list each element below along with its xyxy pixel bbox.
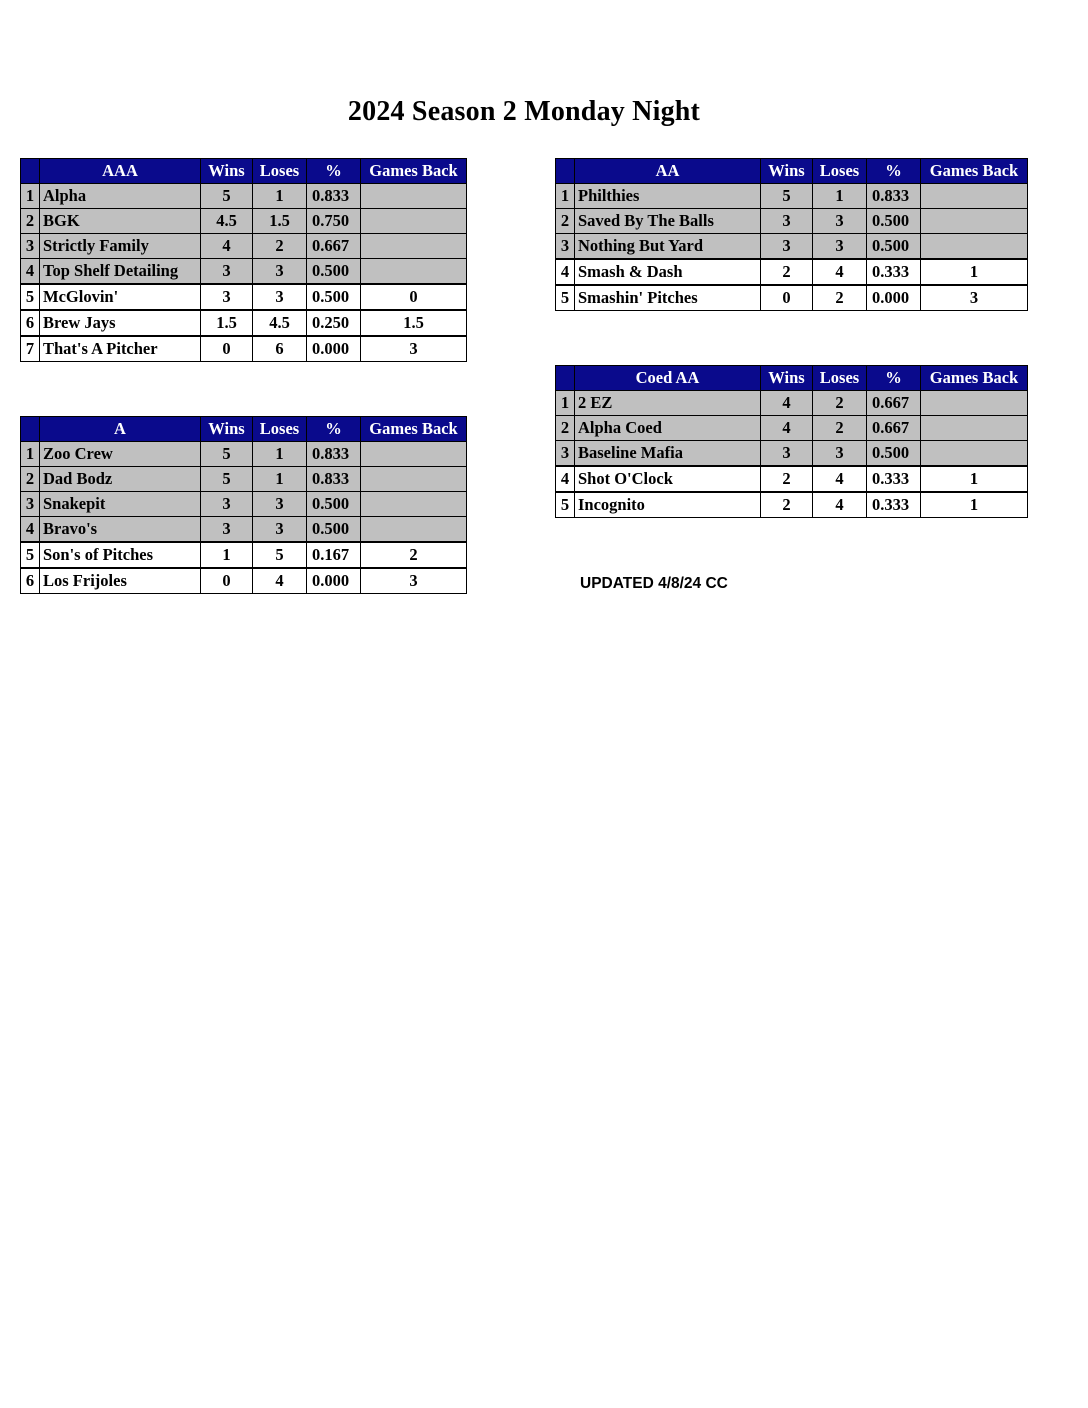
games-back-cell [921, 184, 1028, 209]
team-name-cell: Shot O'Clock [575, 466, 761, 492]
games-back-cell: 3 [361, 568, 467, 594]
games-back-cell [361, 259, 467, 285]
pct-cell: 0.500 [867, 209, 921, 234]
rank-cell: 1 [21, 184, 40, 209]
wins-cell: 5 [201, 184, 253, 209]
rank-header [21, 159, 40, 184]
loses-cell: 2 [813, 391, 867, 416]
games-back-cell [361, 184, 467, 209]
team-name-cell: 2 EZ [575, 391, 761, 416]
rank-cell: 5 [556, 492, 575, 518]
wins-cell: 3 [201, 517, 253, 543]
games-back-header: Games Back [921, 366, 1028, 391]
team-name-cell: Dad Bodz [40, 467, 201, 492]
standings-table-coed-aa [555, 365, 1028, 518]
pct-cell: 0.333 [867, 466, 921, 492]
table-row [556, 234, 1028, 260]
wins-header: Wins [761, 366, 813, 391]
team-name-cell: Los Frijoles [40, 568, 201, 594]
division-header: A [40, 417, 201, 442]
table-header-row [21, 159, 467, 184]
standings-table-aa [555, 158, 1028, 311]
loses-cell: 3 [253, 492, 307, 517]
rank-cell: 2 [21, 467, 40, 492]
rank-cell: 3 [21, 492, 40, 517]
table-row [21, 568, 467, 594]
rank-cell: 4 [556, 259, 575, 285]
pct-cell: 0.333 [867, 259, 921, 285]
rank-cell: 1 [21, 442, 40, 467]
rank-cell: 2 [556, 416, 575, 441]
rank-cell: 2 [556, 209, 575, 234]
rank-cell: 2 [21, 209, 40, 234]
wins-header: Wins [201, 417, 253, 442]
loses-cell: 6 [253, 336, 307, 362]
wins-cell: 1 [201, 542, 253, 568]
loses-cell: 1 [253, 467, 307, 492]
loses-cell: 3 [253, 259, 307, 285]
rank-cell: 1 [556, 184, 575, 209]
table-row [21, 184, 467, 209]
games-back-cell: 1 [921, 492, 1028, 518]
loses-header: Loses [253, 417, 307, 442]
pct-header: % [867, 366, 921, 391]
pct-cell: 0.000 [307, 568, 361, 594]
pct-cell: 0.500 [867, 234, 921, 260]
pct-cell: 0.667 [867, 416, 921, 441]
rank-cell: 4 [21, 259, 40, 285]
loses-cell: 4 [813, 259, 867, 285]
rank-cell: 4 [556, 466, 575, 492]
division-header: AAA [40, 159, 201, 184]
table-row [556, 466, 1028, 492]
wins-cell: 5 [201, 467, 253, 492]
loses-cell: 4 [813, 492, 867, 518]
loses-cell: 2 [813, 416, 867, 441]
updated-note: UPDATED 4/8/24 CC [580, 575, 728, 592]
pct-cell: 0.333 [867, 492, 921, 518]
games-back-cell [921, 416, 1028, 441]
rank-cell: 3 [556, 441, 575, 467]
loses-cell: 4 [813, 466, 867, 492]
table-row [556, 441, 1028, 467]
rank-cell: 5 [21, 542, 40, 568]
team-name-cell: BGK [40, 209, 201, 234]
loses-cell: 3 [253, 284, 307, 310]
team-name-cell: Saved By The Balls [575, 209, 761, 234]
standings-table-a [20, 416, 467, 594]
rank-cell: 5 [21, 284, 40, 310]
wins-cell: 2 [761, 466, 813, 492]
table-row [21, 467, 467, 492]
rank-header [21, 417, 40, 442]
standings-table-aaa [20, 158, 467, 362]
table-row [21, 442, 467, 467]
rank-cell: 1 [556, 391, 575, 416]
games-back-cell [921, 391, 1028, 416]
loses-cell: 3 [813, 209, 867, 234]
pct-cell: 0.000 [307, 336, 361, 362]
loses-cell: 1 [253, 184, 307, 209]
pct-cell: 0.667 [307, 234, 361, 259]
loses-header: Loses [813, 366, 867, 391]
games-back-cell [361, 209, 467, 234]
wins-cell: 0 [201, 568, 253, 594]
wins-cell: 0 [761, 285, 813, 311]
pct-cell: 0.500 [307, 259, 361, 285]
games-back-cell [361, 442, 467, 467]
wins-header: Wins [201, 159, 253, 184]
wins-cell: 5 [761, 184, 813, 209]
team-name-cell: Smashin' Pitches [575, 285, 761, 311]
division-header: AA [575, 159, 761, 184]
wins-cell: 3 [761, 441, 813, 467]
team-name-cell: Alpha [40, 184, 201, 209]
team-name-cell: Philthies [575, 184, 761, 209]
pct-cell: 0.750 [307, 209, 361, 234]
table-row [556, 416, 1028, 441]
games-back-cell: 0 [361, 284, 467, 310]
games-back-header: Games Back [361, 417, 467, 442]
games-back-cell: 2 [361, 542, 467, 568]
pct-cell: 0.833 [307, 467, 361, 492]
table-row [21, 259, 467, 285]
table-row [556, 285, 1028, 311]
table-header-row [556, 159, 1028, 184]
pct-cell: 0.833 [867, 184, 921, 209]
pct-header: % [307, 159, 361, 184]
table-row [21, 209, 467, 234]
division-header: Coed AA [575, 366, 761, 391]
table-row [21, 234, 467, 259]
loses-cell: 5 [253, 542, 307, 568]
team-name-cell: Alpha Coed [575, 416, 761, 441]
wins-cell: 5 [201, 442, 253, 467]
rank-cell: 3 [21, 234, 40, 259]
wins-cell: 3 [761, 209, 813, 234]
table-row [21, 542, 467, 568]
pct-header: % [867, 159, 921, 184]
team-name-cell: Zoo Crew [40, 442, 201, 467]
table-row [556, 391, 1028, 416]
loses-header: Loses [813, 159, 867, 184]
games-back-cell [921, 209, 1028, 234]
games-back-cell [921, 234, 1028, 260]
table-row [556, 259, 1028, 285]
table-row [556, 492, 1028, 518]
team-name-cell: Baseline Mafia [575, 441, 761, 467]
pct-cell: 0.000 [867, 285, 921, 311]
rank-cell: 4 [21, 517, 40, 543]
team-name-cell: Son's of Pitches [40, 542, 201, 568]
pct-cell: 0.500 [307, 517, 361, 543]
loses-header: Loses [253, 159, 307, 184]
wins-cell: 3 [201, 259, 253, 285]
team-name-cell: Brew Jays [40, 310, 201, 336]
team-name-cell: McGlovin' [40, 284, 201, 310]
wins-cell: 0 [201, 336, 253, 362]
wins-cell: 2 [761, 259, 813, 285]
team-name-cell: Snakepit [40, 492, 201, 517]
table-row [21, 284, 467, 310]
wins-cell: 4 [201, 234, 253, 259]
games-back-header: Games Back [921, 159, 1028, 184]
team-name-cell: Bravo's [40, 517, 201, 543]
pct-cell: 0.667 [867, 391, 921, 416]
games-back-cell: 3 [361, 336, 467, 362]
table-row [21, 336, 467, 362]
pct-cell: 0.500 [867, 441, 921, 467]
pct-cell: 0.833 [307, 442, 361, 467]
pct-cell: 0.833 [307, 184, 361, 209]
table-row [21, 310, 467, 336]
rank-cell: 3 [556, 234, 575, 260]
games-back-cell: 3 [921, 285, 1028, 311]
table-header-row [556, 366, 1028, 391]
pct-cell: 0.500 [307, 284, 361, 310]
team-name-cell: Top Shelf Detailing [40, 259, 201, 285]
loses-cell: 1 [253, 442, 307, 467]
games-back-cell: 1.5 [361, 310, 467, 336]
games-back-cell: 1 [921, 259, 1028, 285]
games-back-cell [361, 517, 467, 543]
loses-cell: 1 [813, 184, 867, 209]
rank-cell: 5 [556, 285, 575, 311]
games-back-header: Games Back [361, 159, 467, 184]
wins-cell: 3 [201, 284, 253, 310]
pct-cell: 0.167 [307, 542, 361, 568]
rank-cell: 6 [21, 310, 40, 336]
games-back-cell: 1 [921, 466, 1028, 492]
table-row [21, 492, 467, 517]
team-name-cell: Strictly Family [40, 234, 201, 259]
wins-cell: 1.5 [201, 310, 253, 336]
table-header-row [21, 417, 467, 442]
wins-cell: 2 [761, 492, 813, 518]
wins-header: Wins [761, 159, 813, 184]
loses-cell: 4.5 [253, 310, 307, 336]
page-title: 2024 Season 2 Monday Night [347, 96, 701, 127]
loses-cell: 2 [253, 234, 307, 259]
pct-cell: 0.500 [307, 492, 361, 517]
loses-cell: 2 [813, 285, 867, 311]
table-row [556, 184, 1028, 209]
loses-cell: 4 [253, 568, 307, 594]
wins-cell: 4 [761, 416, 813, 441]
games-back-cell [361, 467, 467, 492]
pct-cell: 0.250 [307, 310, 361, 336]
team-name-cell: Nothing But Yard [575, 234, 761, 260]
rank-header [556, 159, 575, 184]
loses-cell: 3 [813, 234, 867, 260]
wins-cell: 4 [761, 391, 813, 416]
loses-cell: 3 [253, 517, 307, 543]
loses-cell: 1.5 [253, 209, 307, 234]
team-name-cell: Incognito [575, 492, 761, 518]
rank-cell: 7 [21, 336, 40, 362]
games-back-cell [921, 441, 1028, 467]
games-back-cell [361, 234, 467, 259]
games-back-cell [361, 492, 467, 517]
loses-cell: 3 [813, 441, 867, 467]
table-row [21, 517, 467, 543]
pct-header: % [307, 417, 361, 442]
wins-cell: 3 [761, 234, 813, 260]
wins-cell: 4.5 [201, 209, 253, 234]
team-name-cell: Smash & Dash [575, 259, 761, 285]
rank-cell: 6 [21, 568, 40, 594]
table-row [556, 209, 1028, 234]
team-name-cell: That's A Pitcher [40, 336, 201, 362]
wins-cell: 3 [201, 492, 253, 517]
rank-header [556, 366, 575, 391]
